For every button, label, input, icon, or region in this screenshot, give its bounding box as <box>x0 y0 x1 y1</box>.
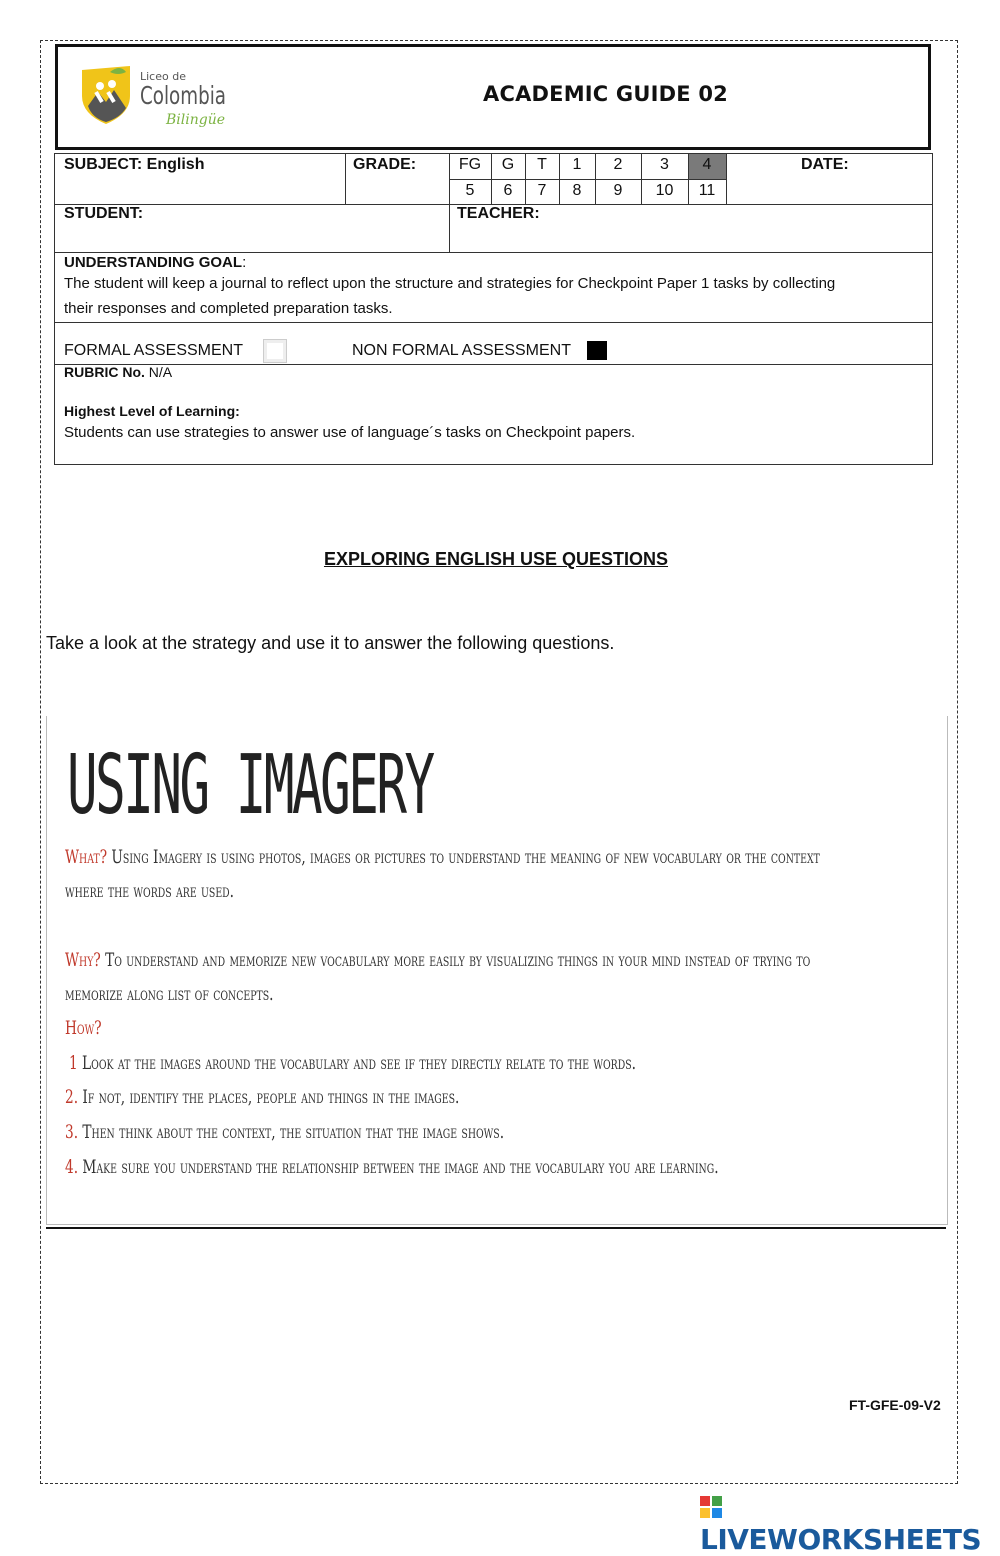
grade-cell: 5 <box>465 182 475 199</box>
grade-cell: T <box>537 156 547 173</box>
liveworksheets-icon <box>700 1492 722 1514</box>
what-line-1: What? Using Imagery is using photos, images or pictures to understand the meaning of new vocabulary or the context <box>65 846 820 868</box>
svg-text:Liceo de: Liceo de <box>140 70 186 83</box>
step-1: 1 Look at the images around the vocabulary and see if they directly relate to the words. <box>69 1052 636 1074</box>
grade-cell: 3 <box>660 156 669 173</box>
step-2: 2. If not, identify the places, people and things in the images. <box>65 1086 460 1108</box>
grade-cell: 7 <box>537 182 547 199</box>
student-label: STUDENT: <box>64 205 144 222</box>
what-line-2: where the words are used. <box>65 880 235 902</box>
grade-cell: 11 <box>698 182 716 199</box>
why-line-1: Why? To understand and memorize new vocabulary more easily by visualizing things in your mind instead of trying to <box>65 949 811 971</box>
goal-label: UNDERSTANDING GOAL: <box>64 254 247 271</box>
section-title: EXPLORING ENGLISH USE QUESTIONS <box>323 549 669 569</box>
step-3: 3. Then think about the context, the situation that the image shows. <box>65 1121 505 1143</box>
rubric-row: RUBRIC No. N/A <box>64 364 173 380</box>
svg-text:Bilingüe: Bilingüe <box>166 112 226 128</box>
non-formal-assessment-label: NON FORMAL ASSESSMENT <box>352 342 571 359</box>
grade-cell: FG <box>458 156 482 173</box>
goal-line-1: The student will keep a journal to reflect upon the structure and strategies for Checkpoint Paper 1 tasks by collecting <box>64 275 836 292</box>
grade-cell: 1 <box>572 156 582 173</box>
subject-label: SUBJECT: English <box>64 156 205 173</box>
grade-cell-selected: 4 <box>702 156 712 173</box>
school-logo <box>80 62 250 132</box>
strategy-card <box>46 716 948 1225</box>
highest-level-label: Highest Level of Learning: <box>64 403 240 419</box>
non-formal-assessment-checkbox[interactable] <box>587 341 607 360</box>
strategy-title: USING IMAGERY <box>67 738 433 833</box>
svg-text:Colombia: Colombia <box>140 81 226 110</box>
date-label: DATE: <box>801 156 849 173</box>
guide-title: ACADEMIC GUIDE 02 <box>483 82 728 106</box>
highest-level-text: Students can use strategies to answer use of language´s tasks on Checkpoint papers. <box>64 424 636 441</box>
grade-cell: G <box>501 156 515 173</box>
grade-cell: 6 <box>503 182 513 199</box>
grade-cell: 2 <box>613 156 623 173</box>
formal-assessment-label: FORMAL ASSESSMENT <box>64 342 243 359</box>
why-line-2: memorize along list of concepts. <box>65 983 274 1005</box>
formal-assessment-checkbox[interactable] <box>263 339 287 363</box>
step-4: 4. Make sure you understand the relationship between the image and the vocabulary you are learning. <box>65 1156 719 1178</box>
divider <box>46 1227 946 1229</box>
grade-cell: 10 <box>655 182 674 199</box>
goal-line-2: their responses and completed preparation tasks. <box>64 300 393 317</box>
grade-cell: 8 <box>572 182 582 199</box>
how-label: How? <box>65 1017 102 1039</box>
instruction-text: Take a look at the strategy and use it to answer the following questions. <box>46 633 615 653</box>
grade-label: GRADE: <box>353 156 417 173</box>
teacher-label: TEACHER: <box>457 205 540 222</box>
liveworksheets-brand: LIVEWORKSHEETS <box>700 1490 1000 1556</box>
document-code: FT-GFE-09-V2 <box>849 1397 941 1413</box>
grade-cell: 9 <box>613 182 623 199</box>
